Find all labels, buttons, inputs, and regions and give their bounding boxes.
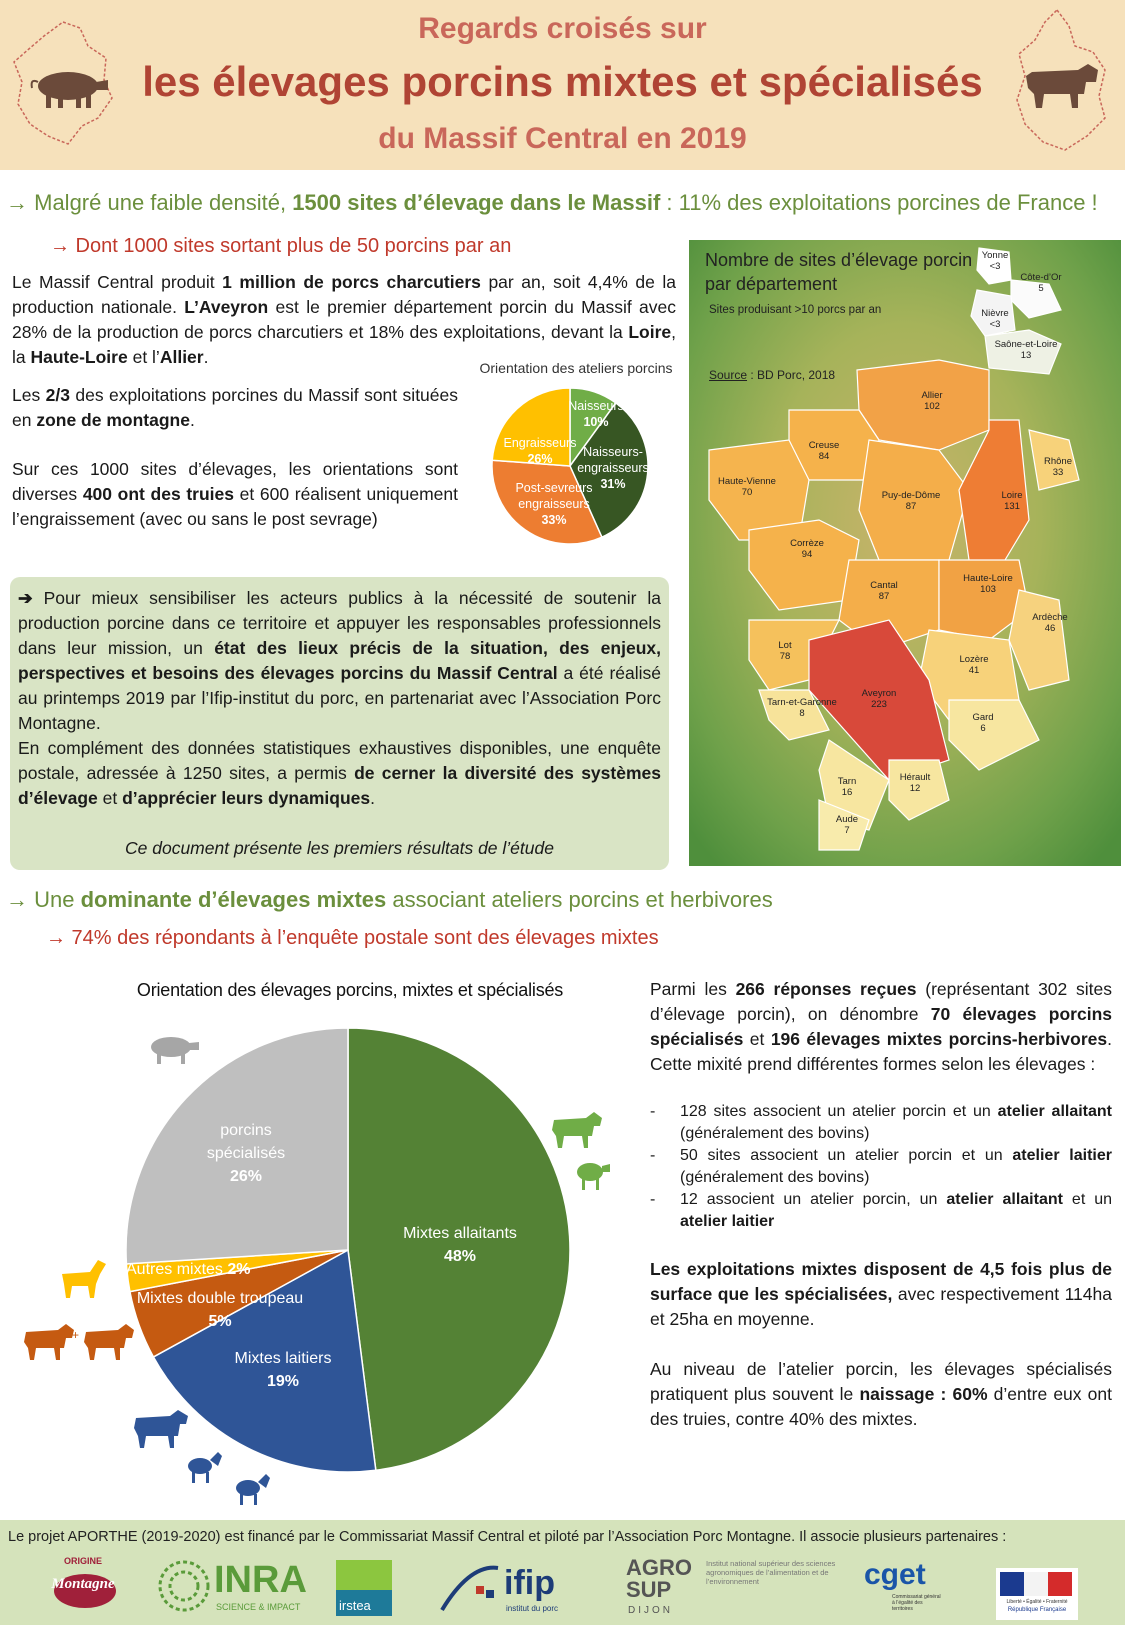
cow-icon — [548, 1110, 604, 1150]
section1-subheading: → Dont 1000 sites sortant plus de 50 porcins par an — [50, 235, 512, 257]
cget-logo: cget Commissariat général à l’égalité des territoires — [864, 1558, 941, 1612]
list-item: - 12 associent un atelier porcin, un atelier allaitant et un atelier laitier — [650, 1189, 1112, 1233]
map-label-haute-vienne: Haute-Vienne 70 — [718, 476, 776, 498]
map-label-creuse: Creuse 84 — [808, 440, 840, 462]
survey-results-text — [650, 977, 1112, 1432]
map-label-loire: Loire 131 — [1001, 490, 1023, 512]
origine-montagne-logo: ORIGINE Montagne — [44, 1556, 122, 1614]
departments-map — [689, 240, 1121, 866]
big-pie-title: Orientation des élevages porcins, mixtes et spécialisés — [136, 980, 564, 1000]
map-label-yonne: Yonne <3 — [981, 250, 1009, 272]
map-label-aude: Aude 7 — [835, 814, 859, 836]
map-label-ardeche: Ardèche 46 — [1032, 612, 1068, 634]
ifip-logo: ifip institut du porc — [440, 1560, 590, 1616]
small-pie-label-naisseurs-engraisseurs: Naisseurs- engraisseurs 31% — [577, 445, 649, 491]
big-pie-label-porcins-specialises: porcins spécialisés 26% — [206, 1122, 286, 1185]
naissage-paragraph: Au niveau de l’atelier porcin, les élevages spécialisés pratiquent plus souvent le naissage : 60% d’entre eux ont des truies, contre 40% des mixtes. — [650, 1359, 1113, 1429]
small-pie-label-naisseurs: Naisseurs 10% — [568, 399, 624, 429]
list-item: - 128 sites associent un atelier porcin et un atelier allaitant (généralement des bovins) — [650, 1101, 1112, 1145]
footer-text: Le projet APORTHE (2019-2020) est financé par le Commissariat Massif Central et piloté par l’Association Porc Montagne. Il associe plusieurs partenaires : — [8, 1529, 1007, 1545]
cow-icon — [20, 1322, 76, 1362]
section2-subheading: → 74% des répondants à l’enquête postale sont des élevages mixtes — [46, 927, 659, 949]
box-note: Ce document présente les premiers résultats de l’étude — [125, 838, 554, 858]
big-pie-label-mixtes-allaitants: Mixtes allaitants 48% — [403, 1225, 517, 1265]
orientations-paragraph: Sur ces 1000 sites d’élevages, les orientations sont diverses 400 ont des truies et 600 réalisent uniquement l’engraissement (avec ou sans le post sevrage) — [12, 459, 458, 529]
goat-icon — [232, 1472, 272, 1506]
map-label-nievre: Nièvre <3 — [981, 308, 1009, 330]
horse-icon — [56, 1258, 110, 1302]
section2-heading: → Une dominante d’élevages mixtes associant ateliers porcins et herbivores — [6, 887, 773, 912]
header-title-main: les élevages porcins mixtes et spécialisés — [142, 58, 983, 105]
republique-francaise-logo: Liberté • Égalité • Fraternité République Française — [996, 1568, 1078, 1620]
arrow-icon: → — [6, 887, 28, 912]
map-label-aveyron: Aveyron 223 — [861, 688, 897, 710]
montagne-paragraph: Les 2/3 des exploitations porcines du Massif sont situées en zone de montagne. — [12, 385, 458, 430]
map-label-cote-dor: Côte-d’Or 5 — [1020, 272, 1062, 294]
map-label-lot: Lot 78 — [778, 640, 792, 662]
surface-paragraph: Les exploitations mixtes disposent de 4,5 fois plus de surface que les spécialisées, avec respectivement 114ha et 25ha en moyenne. — [650, 1259, 1112, 1329]
goat-icon — [184, 1450, 224, 1484]
map-label-puy-de-dome: Puy-de-Dôme 87 — [881, 490, 941, 512]
big-pie-label-mixtes-laitiers: Mixtes laitiers 19% — [234, 1350, 332, 1390]
header-title-line3: du Massif Central en 2019 — [378, 122, 747, 155]
map-label-tarn: Tarn 16 — [837, 776, 857, 798]
context-box-text: ➔ Pour mieux sensibiliser les acteurs publics à la nécessité de soutenir la production porcine dans ce territoire et appuyer les responsables professionnels dans leur mission, un état des lieux précis de la situation, des enjeux, perspectives et besoins des élevages porcins du Massif Central a été réalisé au printemps 2019 par l’Ifip-institut du porc, en partenariat avec l’Association Porc Montagne. En complément des données statistiques exhaustives disponibles, une enquête postale, adressée à 1250 sites, a permis de cerner la diversité des systèmes d’élevage et d’apprécier leurs dynamiques. Ce document présente les premiers résultats de l’étude — [18, 586, 661, 861]
small-pie-label-engraisseurs: Engraisseurs 26% — [503, 436, 577, 466]
inra-symbol-icon — [158, 1560, 210, 1612]
pig-icon — [145, 1032, 201, 1066]
map-label-haute-loire: Haute-Loire 103 — [963, 573, 1013, 595]
inra-logo: INRA SCIENCE & IMPACT — [158, 1558, 308, 1618]
big-pie-label-autres-mixtes: Autres mixtes 2% — [126, 1261, 251, 1278]
small-pie-title: Orientation des ateliers porcins — [479, 360, 673, 376]
map-label-saone-et-loire: Saône-et-Loire 13 — [994, 339, 1058, 361]
section1-heading: → Malgré une faible densité, 1500 sites d’élevage dans le Massif : 11% des exploitations porcines de France ! — [6, 190, 1098, 215]
agrosup-dijon-logo: AGRO SUP DIJON Institut national supérieur des sciences agronomiques de l’alimentation et de l’environnement — [626, 1555, 836, 1616]
cow-icon — [80, 1322, 136, 1362]
plus-icon: + — [72, 1328, 80, 1342]
map-title: Nombre de sites d’élevage porcin par département — [705, 250, 973, 294]
map-subtitle: Sites produisant >10 porcs par an — [709, 304, 882, 316]
map-label-rhone: Rhône 33 — [1044, 456, 1072, 478]
arrow-right-icon: ➔ — [18, 588, 33, 608]
list-item: - 50 sites associent un atelier porcin et un atelier laitier (généralement des bovins) — [650, 1145, 1112, 1189]
survey-paragraph: Parmi les 266 réponses reçues (représentant 302 sites d’élevage porcin), on dénombre 70 élevages porcins spécialisés et 196 élevages mixtes porcins-herbivores. Cette mixité prend différentes formes selon les élevages : — [650, 979, 1112, 1074]
header-title-line1: Regards croisés sur — [418, 12, 707, 45]
big-pie-label-mixtes-double-troupeau: Mixtes double troupeau 5% — [136, 1290, 304, 1330]
mixity-list — [650, 1101, 1112, 1233]
arrow-icon: → — [6, 190, 28, 215]
map-label-allier: Allier 102 — [921, 390, 943, 412]
sheep-icon — [572, 1158, 612, 1192]
map-label-tarn-et-garonne: Tarn-et-Garonne 8 — [767, 697, 837, 719]
map-source: Source : BD Porc, 2018 — [709, 368, 836, 382]
intro-paragraph: Le Massif Central produit 1 million de porcs charcutiers par an, soit 4,4% de la production nationale. L’Aveyron est le premier département porcin du Massif avec 28% de la production de porcs charcutiers et 18% des exploitations, devant la Loire, la Haute-Loire et l’Allier. — [12, 272, 677, 367]
small-pie-label-post-sevreurs: Post-sevreurs engraisseurs 33% — [515, 481, 593, 527]
map-label-correze: Corrèze 94 — [790, 538, 824, 560]
map-label-cantal: Cantal 87 — [870, 580, 898, 602]
cow-icon — [130, 1408, 190, 1450]
map-label-herault: Hérault 12 — [899, 772, 931, 794]
irstea-logo: irstea — [336, 1560, 392, 1616]
ifip-swoosh-icon — [440, 1564, 500, 1614]
map-label-lozere: Lozère 41 — [959, 654, 989, 676]
map-label-gard: Gard 6 — [972, 712, 994, 734]
